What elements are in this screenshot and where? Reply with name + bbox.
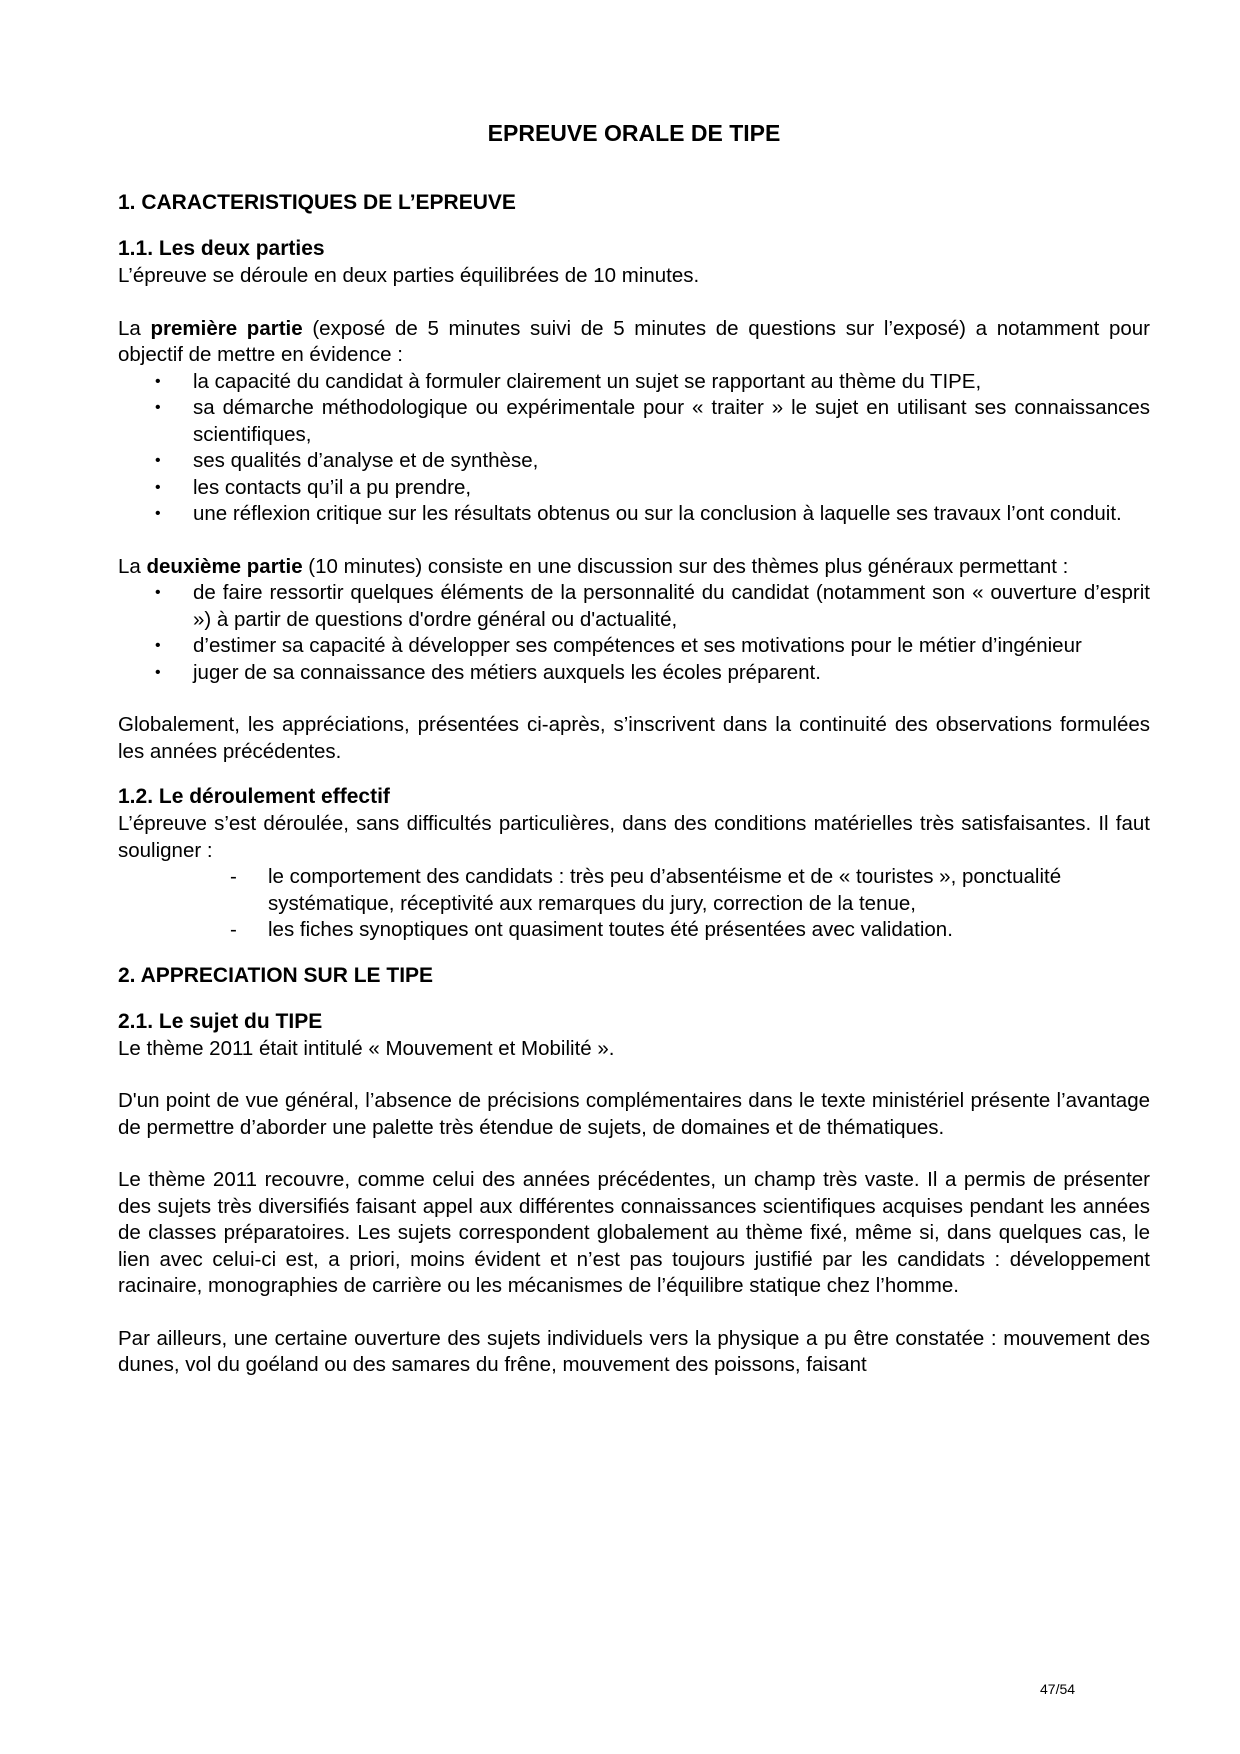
- dash-icon: -: [230, 865, 237, 888]
- page-content: [118, 118, 1150, 1379]
- list-item: • juger de sa connaissance des métiers auxquels les écoles préparent.: [118, 660, 1150, 687]
- list-item: - les fiches synoptiques ont quasiment toutes été présentées avec validation.: [118, 917, 1150, 944]
- section-1-2-paragraph: L’épreuve s’est déroulée, sans difficultés particulières, dans des conditions matérielles très satisfaisantes. Il faut souligner :: [118, 812, 1150, 862]
- theme-paragraph: Le thème 2011 était intitulé « Mouvement et Mobilité ».: [118, 1036, 615, 1060]
- bullet-icon: •: [155, 478, 161, 496]
- section-1-2-heading: 1.2. Le déroulement effectif: [118, 785, 390, 808]
- list-item: • la capacité du candidat à formuler clairement un sujet se rapportant au thème du TIPE,: [118, 369, 1150, 396]
- second-part-lead: La: [118, 554, 147, 578]
- second-part-bold: deuxième partie: [146, 554, 303, 578]
- theme-2011-paragraph: Le thème 2011 recouvre, comme celui des années précédentes, un champ très vaste. Il a permis de présenter des sujets très diversifiés faisant appel aux différentes connaissances scientifiques acquises pendant les années de classes préparatoires. Les sujets correspondent globalement au thème fixé, même si, dans quelques cas, le lien avec celui-ci est, a priori, moins évident et n’est pas toujours justifié par les candidats : développement racinaire, monographies de carrière ou les mécanismes de l’équilibre statique chez l’homme.: [118, 1168, 1150, 1297]
- document-title: EPREUVE ORALE DE TIPE: [487, 120, 781, 146]
- list-item: • sa démarche méthodologique ou expérimentale pour « traiter » le sujet en utilisant ses connaissances scientifiques,: [155, 396, 1150, 446]
- bullet-icon: •: [155, 505, 161, 522]
- second-part-paragraph: [118, 554, 1150, 581]
- page-number: 47/54: [1040, 1681, 1076, 1697]
- bullet-icon: •: [155, 399, 161, 416]
- list-item: • d’estimer sa capacité à développer ses compétences et ses motivations pour le métier d’ingénieur: [118, 633, 1150, 660]
- bullet-icon: •: [155, 637, 161, 654]
- deroulement-list: [118, 864, 1150, 944]
- physics-opening-paragraph: Par ailleurs, une certaine ouverture des sujets individuels vers la physique a pu être constatée : mouvement des dunes, vol du goéland ou des samares du frêne, mouvement des poissons, faisant: [118, 1326, 1150, 1376]
- section-2-heading: 2. APPRECIATION SUR LE TIPE: [118, 963, 434, 987]
- section-1-1-intro: L’épreuve se déroule en deux parties équilibrées de 10 minutes.: [118, 264, 700, 287]
- section-1-1-heading: 1.1. Les deux parties: [118, 237, 325, 260]
- first-part-lead: La: [118, 316, 151, 340]
- first-part-list: [118, 369, 1150, 528]
- list-item: • les contacts qu’il a pu prendre,: [118, 475, 1150, 502]
- global-paragraph: Globalement, les appréciations, présentées ci-après, s’inscrivent dans la continuité des observations formulées les années précédentes.: [118, 713, 1150, 763]
- first-part-bold: première partie: [150, 316, 303, 340]
- bullet-icon: •: [155, 452, 161, 469]
- bullet-icon: •: [155, 663, 161, 681]
- first-part-paragraph: [118, 316, 1150, 369]
- first-part-rest: (exposé de 5 minutes suivi de 5 minutes de questions sur l’exposé) a notamment pour objectif de mettre en évidence :: [118, 316, 1150, 366]
- list-item: - le comportement des candidats : très peu d’absentéisme et de « touristes », ponctualité systématique, réceptivité aux remarques du jury, correction de la tenue,: [230, 865, 1062, 915]
- list-item: • une réflexion critique sur les résultats obtenus ou sur la conclusion à laquelle ses travaux l’ont conduit.: [118, 501, 1150, 528]
- second-part-list: [118, 580, 1150, 686]
- list-item: • ses qualités d’analyse et de synthèse,: [118, 448, 1150, 475]
- second-part-rest: (10 minutes) consiste en une discussion sur des thèmes plus généraux permettant :: [302, 554, 1069, 578]
- section-2-1-heading: 2.1. Le sujet du TIPE: [118, 1009, 323, 1033]
- section-1-heading: 1. CARACTERISTIQUES DE L’EPREUVE: [118, 191, 516, 214]
- dash-icon: -: [230, 918, 237, 941]
- bullet-icon: •: [155, 372, 161, 390]
- list-item: • de faire ressortir quelques éléments de la personnalité du candidat (notamment son « ouverture d’esprit ») à partir de questions d'ordre général ou d'actualité,: [155, 581, 1150, 631]
- general-view-paragraph: D'un point de vue général, l’absence de précisions complémentaires dans le texte ministériel présente l’avantage de permettre d’aborder une palette très étendue de sujets, de domaines et de thématiques.: [118, 1089, 1150, 1139]
- bullet-icon: •: [155, 584, 161, 601]
